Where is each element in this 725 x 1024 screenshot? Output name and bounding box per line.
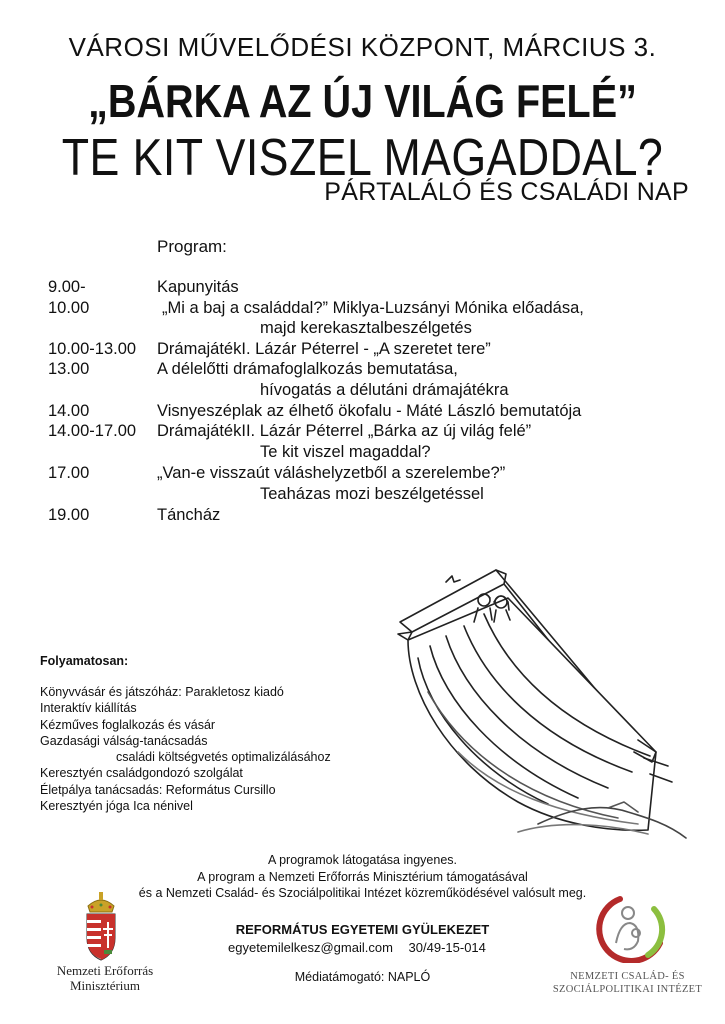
phone-number: 30/49-15-014 — [408, 940, 486, 955]
support-line-2: és a Nemzeti Család- és Szociálpolitikai Intézet közreműködésével valósult meg. — [138, 886, 587, 900]
list-item: Interaktív kiállítás — [40, 701, 137, 716]
schedule-activity: A délelőtti drámafoglalkozás bemutatása, — [157, 360, 458, 378]
schedule-activity: Táncház — [157, 506, 221, 524]
schedule-time: 14.00-17.00 — [48, 422, 137, 440]
schedule-time: 19.00 — [48, 506, 90, 524]
media-sponsor: Médiatámogató: NAPLÓ — [294, 970, 431, 984]
schedule-time: 17.00 — [48, 464, 90, 482]
list-item: Keresztyén jóga Ica nénivel — [40, 799, 193, 814]
event-subtitle: TE KIT VISZEL MAGADDAL? — [61, 129, 664, 187]
venue-date-heading: VÁROSI MŰVELŐDÉSI KÖZPONT, MÁRCIUS 3. — [68, 32, 657, 62]
schedule-activity: DrámajátékI. Lázár Péterrel - „A szeretet tere” — [157, 340, 491, 358]
list-item: Könyvvásár és játszóház: Parakletosz kiadó — [40, 685, 284, 699]
schedule-activity: „Van-e visszaút váláshelyzetből a szerelembe?” — [157, 464, 506, 482]
event-title: „BÁRKA AZ ÚJ VILÁG FELÉ” — [88, 75, 637, 127]
list-item: Kézműves foglalkozás és vásár — [40, 717, 216, 732]
list-item: Életpálya tanácsadás: Református Cursillo — [40, 782, 276, 797]
schedule-activity: „Mi a baj a családdal?” Miklya-Luzsányi Mónika előadása, — [162, 299, 584, 317]
ark-illustration — [388, 562, 688, 842]
schedule-activity: DrámajátékII. Lázár Péterrel „Bárka az új világ felé” — [157, 422, 532, 440]
family-institute-logo-icon — [590, 893, 666, 963]
schedule-activity: Kapunyitás — [157, 278, 239, 296]
program-heading: Program: — [157, 237, 227, 256]
ministry-logo-text — [20, 963, 190, 993]
continuous-list — [40, 684, 331, 814]
schedule-time: 10.00-13.00 — [48, 340, 137, 358]
schedule-time: 10.00 — [48, 299, 90, 317]
schedule-time: 13.00 — [48, 360, 90, 378]
schedule-activity-cont: hívogatás a délutáni drámajátékra — [260, 381, 509, 399]
event-type: PÁRTALÁLÓ ÉS CSALÁDI NAP — [324, 178, 689, 206]
organizer-contact — [228, 940, 486, 955]
schedule-time: 9.00- — [48, 278, 86, 296]
list-item: családi költségvetés optimalizálásához — [116, 750, 331, 765]
organizer-name: REFORMÁTUS EGYETEMI GYÜLEKEZET — [235, 922, 490, 937]
list-item: Gazdasági válság-tanácsadás — [40, 733, 208, 748]
list-item: Keresztyén családgondozó szolgálat — [40, 766, 243, 781]
schedule-activity-cont: majd kerekasztalbeszélgetés — [260, 319, 472, 337]
institute-line-2: SZOCIÁLPOLITIKAI INTÉZET — [552, 984, 703, 995]
ministry-line-2: Minisztérium — [69, 978, 141, 993]
institute-line-1: NEMZETI CSALÁD- ÉS — [570, 971, 685, 982]
ministry-line-1: Nemzeti Erőforrás — [56, 963, 154, 978]
institute-logo-text — [530, 970, 725, 996]
support-line-1: A program a Nemzeti Erőforrás Minisztérium támogatásával — [197, 869, 528, 884]
schedule-time: 14.00 — [48, 402, 90, 420]
email-link[interactable]: egyetemilelkesz@gmail.com — [228, 940, 393, 955]
schedule-activity-cont: Teaházas mozi beszélgetéssel — [260, 485, 484, 503]
coat-of-arms-icon — [82, 892, 120, 962]
schedule-activity: Visnyeszéplak az élhető ökofalu - Máté László bemutatója — [157, 402, 582, 420]
schedule-activity-cont: Te kit viszel magaddal? — [260, 443, 431, 461]
continuous-heading: Folyamatosan: — [40, 654, 129, 668]
free-entry-line: A programok látogatása ingyenes. — [267, 853, 457, 867]
